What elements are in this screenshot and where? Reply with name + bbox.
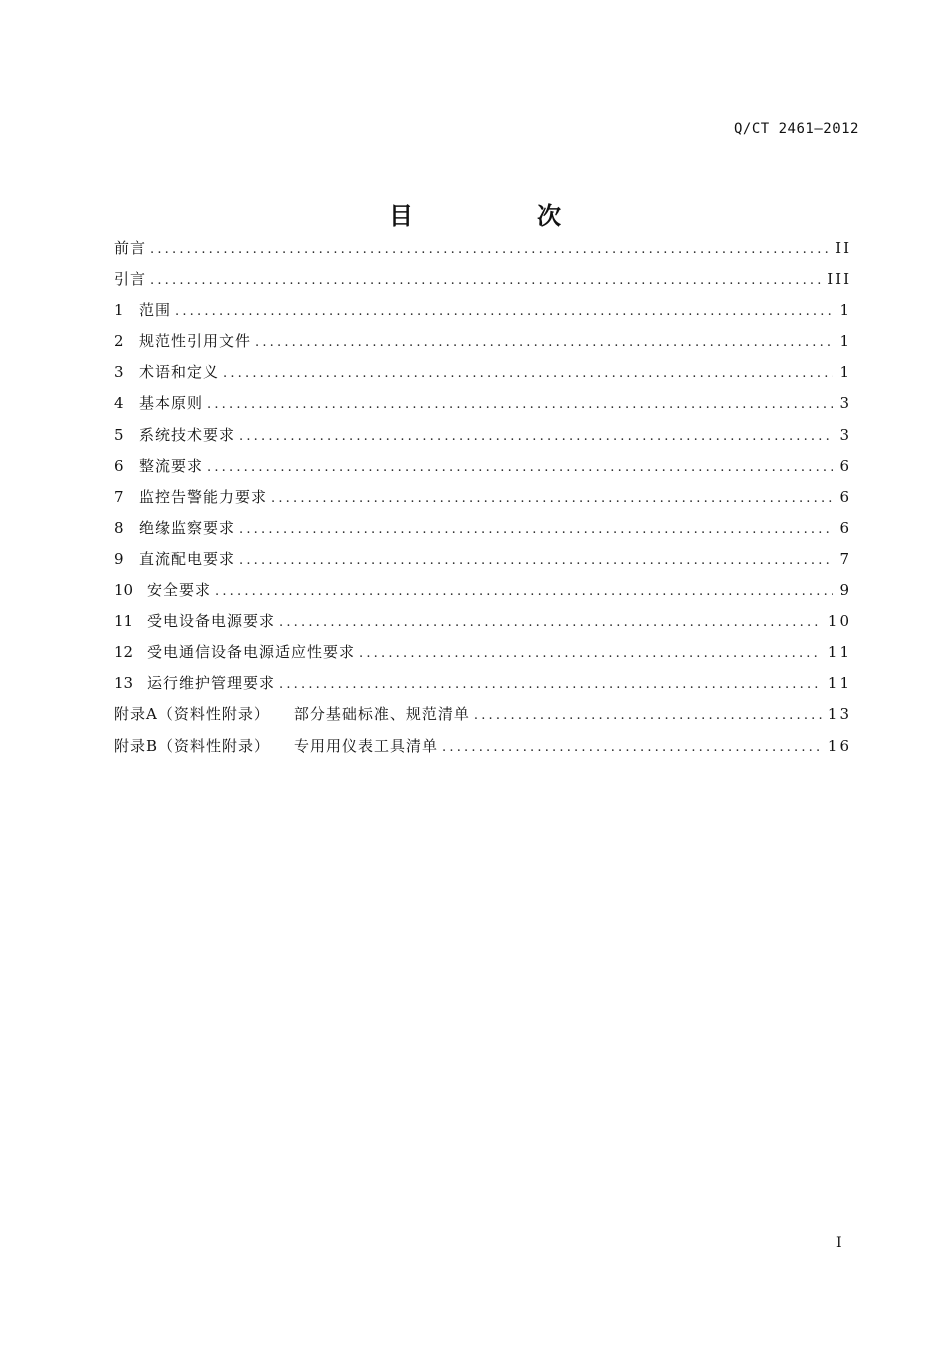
toc-section-number: 7 (114, 487, 124, 506)
toc-leader-dots (150, 234, 829, 265)
toc-leader-dots (279, 607, 822, 638)
toc-section-number: 5 (114, 425, 124, 444)
toc-section-number: 6 (114, 456, 124, 475)
toc-section-number: 10 (114, 581, 134, 600)
page-title: 目 次 (389, 202, 611, 230)
toc-leader-dots (175, 296, 833, 327)
toc-appendix-title: 部分基础标准、规范清单 (293, 705, 470, 724)
toc-entry-label: 监控告警能力要求 (139, 487, 268, 506)
toc-page-number: 13 (827, 705, 851, 724)
toc-page-number: 6 (839, 518, 851, 537)
toc-entry-section[interactable] (114, 575, 851, 606)
toc-entry-section[interactable] (114, 420, 851, 451)
toc-entry-label: 范围 (139, 301, 172, 320)
toc-leader-dots (271, 483, 833, 514)
toc-entry-section[interactable] (114, 544, 851, 575)
toc-entry-label: 直流配电要求 (139, 549, 236, 568)
toc-section-number: 13 (114, 674, 134, 693)
page-number: I (836, 1235, 842, 1251)
toc-entry-section[interactable] (114, 295, 851, 326)
toc-page-number: 1 (839, 363, 851, 382)
table-of-contents (114, 233, 851, 762)
toc-section-number: 12 (114, 643, 134, 662)
toc-entry-label: 整流要求 (139, 456, 204, 475)
toc-entry-label: 基本原则 (139, 394, 204, 413)
toc-page-number: 16 (827, 736, 851, 755)
toc-entry-label: 术语和定义 (139, 363, 220, 382)
toc-section-number: 3 (114, 363, 124, 382)
toc-entry-section[interactable] (114, 357, 851, 388)
toc-leader-dots (239, 545, 833, 576)
toc-entry-label: 安全要求 (147, 581, 212, 600)
toc-page-number: 1 (839, 301, 851, 320)
toc-section-number: 1 (114, 301, 124, 320)
toc-appendix-label: 附录B（资料性附录） (114, 736, 271, 755)
toc-appendix-title: 专用用仪表工具清单 (294, 736, 439, 755)
toc-page-number: II (835, 239, 851, 257)
toc-leader-dots (239, 514, 833, 545)
toc-leader-dots (474, 700, 822, 731)
toc-leader-dots (442, 732, 822, 763)
toc-leader-dots (207, 452, 833, 483)
toc-appendix-label: 附录A（资料性附录） (114, 705, 270, 724)
toc-entry-label: 前言 (114, 239, 147, 257)
toc-entry-introduction[interactable] (114, 264, 851, 295)
toc-entry-label: 受电通信设备电源适应性要求 (147, 643, 356, 662)
toc-entry-section[interactable] (114, 637, 851, 668)
toc-entry-section[interactable] (114, 326, 851, 357)
toc-leader-dots (215, 576, 833, 607)
toc-leader-dots (359, 638, 822, 669)
toc-leader-dots (207, 389, 833, 420)
toc-entry-label: 受电设备电源要求 (147, 612, 276, 631)
toc-section-number: 9 (114, 549, 124, 568)
toc-section-number: 11 (114, 612, 134, 631)
toc-page-number: 7 (839, 549, 851, 568)
toc-section-number: 8 (114, 518, 124, 537)
toc-entry-label: 系统技术要求 (139, 425, 236, 444)
toc-entry-section[interactable] (114, 606, 851, 637)
toc-page-number: 11 (827, 674, 851, 693)
toc-page-number: III (827, 270, 851, 289)
toc-page-number: 3 (839, 425, 851, 444)
toc-entry-label: 绝缘监察要求 (139, 518, 236, 537)
toc-entry-appendix[interactable] (114, 699, 851, 730)
toc-leader-dots (223, 358, 833, 389)
toc-leader-dots (150, 265, 821, 296)
toc-entry-section[interactable] (114, 482, 851, 513)
toc-entry-section[interactable] (114, 513, 851, 544)
standard-code: Q/CT 2461—2012 (733, 121, 859, 137)
toc-entry-section[interactable] (114, 451, 851, 482)
toc-entry-label: 规范性引用文件 (139, 332, 252, 351)
toc-entry-section[interactable] (114, 668, 851, 699)
toc-entry-foreword[interactable] (114, 233, 851, 264)
toc-page-number: 6 (839, 456, 851, 475)
toc-page-number: 3 (839, 394, 851, 413)
toc-page-number: 6 (839, 487, 851, 506)
toc-section-number: 4 (114, 394, 124, 413)
toc-entry-appendix[interactable] (114, 731, 851, 762)
toc-page-number: 1 (839, 332, 851, 351)
toc-page-number: 9 (839, 581, 851, 600)
toc-leader-dots (279, 669, 822, 700)
toc-section-number: 2 (114, 332, 124, 351)
toc-leader-dots (255, 327, 833, 358)
toc-entry-label: 运行维护管理要求 (147, 674, 276, 693)
toc-entry-label: 引言 (114, 270, 147, 289)
toc-entry-section[interactable] (114, 388, 851, 419)
toc-page-number: 11 (827, 643, 851, 662)
toc-page-number: 10 (827, 612, 851, 631)
toc-leader-dots (239, 421, 833, 452)
